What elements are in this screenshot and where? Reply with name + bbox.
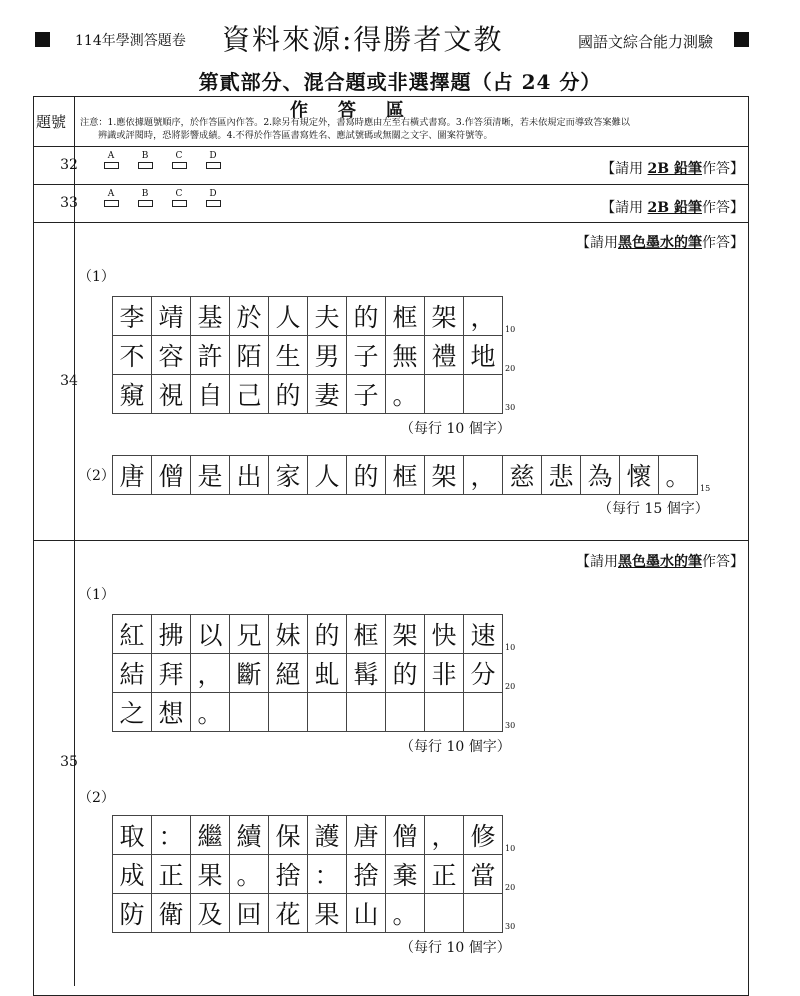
grid-cell[interactable]: 僧 bbox=[152, 456, 191, 495]
grid-cell[interactable]: 紅 bbox=[113, 615, 152, 654]
character-grid bbox=[112, 614, 503, 732]
grid-cell[interactable]: ： bbox=[152, 816, 191, 855]
grid-cell[interactable]: 為 bbox=[581, 456, 620, 495]
grid-cell[interactable]: 框 bbox=[386, 297, 425, 336]
bubble-b[interactable] bbox=[134, 152, 156, 169]
bubble-letter: A bbox=[107, 151, 115, 161]
bubble-letter: C bbox=[175, 189, 183, 199]
row-char-count: 30 bbox=[505, 403, 516, 412]
bubble-letter: A bbox=[107, 189, 115, 199]
grid-cell[interactable]: 的 bbox=[347, 456, 386, 495]
grid-cell[interactable]: 慈 bbox=[503, 456, 542, 495]
grid-cell[interactable]: 以 bbox=[191, 615, 230, 654]
bubble-letter: D bbox=[209, 151, 217, 161]
pen-instruction: 【請用黑色墨水的筆作答】 bbox=[576, 554, 744, 570]
grid-cell[interactable]: 。 bbox=[659, 456, 698, 495]
instructions-line-2: 辨識或評閱時，恐將影響成績。4.不得於作答區書寫姓名、應試號碼或無關之文字、圖案符號等。 bbox=[98, 130, 493, 141]
grid-cell[interactable]: 無 bbox=[386, 336, 425, 375]
bubble-letter: C bbox=[175, 151, 183, 161]
grid-cell[interactable]: 框 bbox=[347, 615, 386, 654]
grid-cell[interactable]: 夫 bbox=[308, 297, 347, 336]
grid-cell[interactable]: 靖 bbox=[152, 297, 191, 336]
grid-cell[interactable]: 框 bbox=[386, 456, 425, 495]
grid-cell[interactable]: 基 bbox=[191, 297, 230, 336]
grid-cell[interactable]: 回 bbox=[230, 894, 269, 933]
character-grid bbox=[112, 296, 503, 414]
grid-cell[interactable] bbox=[386, 693, 425, 732]
grid-cell[interactable] bbox=[464, 894, 503, 933]
grid-cell[interactable]: 之 bbox=[113, 693, 152, 732]
bubble-d[interactable] bbox=[202, 190, 224, 207]
bubble-box bbox=[104, 162, 119, 169]
row-char-count: 20 bbox=[505, 883, 516, 892]
subquestion-label: （2） bbox=[78, 468, 115, 484]
bubble-letter: B bbox=[141, 151, 149, 161]
answer-area-title: 作答區 bbox=[290, 100, 434, 121]
bubble-b[interactable] bbox=[134, 190, 156, 207]
subquestion-label: （1） bbox=[78, 269, 115, 285]
grid-cell[interactable]: 。 bbox=[230, 855, 269, 894]
grid-cell[interactable]: 正 bbox=[425, 855, 464, 894]
grid-cell[interactable]: ， bbox=[464, 456, 503, 495]
grid-cell[interactable]: 於 bbox=[230, 297, 269, 336]
bubble-a[interactable] bbox=[100, 190, 122, 207]
grid-cell[interactable]: 棄 bbox=[386, 855, 425, 894]
row-char-count: 10 bbox=[505, 643, 516, 652]
bubble-d[interactable] bbox=[202, 152, 224, 169]
grid-cell[interactable]: ， bbox=[425, 816, 464, 855]
pen-instruction: 【請用 2B 鉛筆作答】 bbox=[601, 161, 744, 177]
grid-cell[interactable] bbox=[347, 693, 386, 732]
grid-cell[interactable]: 果 bbox=[191, 855, 230, 894]
row-divider bbox=[33, 222, 749, 223]
grid-cell[interactable]: 窺 bbox=[113, 375, 152, 414]
grid-cell[interactable]: 的 bbox=[347, 297, 386, 336]
grid-cell[interactable]: 妻 bbox=[308, 375, 347, 414]
writing-grid[interactable] bbox=[112, 815, 516, 933]
writing-grid[interactable] bbox=[112, 296, 516, 414]
grid-cell[interactable]: 子 bbox=[347, 375, 386, 414]
bubble-box bbox=[138, 200, 153, 207]
grid-cell[interactable]: 快 bbox=[425, 615, 464, 654]
grid-cell[interactable]: 正 bbox=[152, 855, 191, 894]
grid-cell[interactable]: 絕 bbox=[269, 654, 308, 693]
grid-cell[interactable]: 懷 bbox=[620, 456, 659, 495]
corner-mark-left bbox=[35, 32, 50, 47]
grid-cell[interactable]: 。 bbox=[386, 375, 425, 414]
grid-cell[interactable]: 虬 bbox=[308, 654, 347, 693]
grid-cell[interactable]: 非 bbox=[425, 654, 464, 693]
grid-caption: （每行 10 個字） bbox=[400, 940, 511, 956]
grid-cell[interactable]: 速 bbox=[464, 615, 503, 654]
grid-cell[interactable]: 禮 bbox=[425, 336, 464, 375]
grid-cell[interactable] bbox=[425, 375, 464, 414]
writing-grid[interactable] bbox=[112, 614, 516, 732]
grid-cell[interactable]: 子 bbox=[347, 336, 386, 375]
row-char-count: 30 bbox=[505, 922, 516, 931]
grid-cell[interactable]: 的 bbox=[269, 375, 308, 414]
grid-cell[interactable]: 自 bbox=[191, 375, 230, 414]
grid-cell[interactable]: 容 bbox=[152, 336, 191, 375]
answer-bubbles-33[interactable] bbox=[100, 190, 224, 207]
grid-cell[interactable]: 修 bbox=[464, 816, 503, 855]
bubble-letter: B bbox=[141, 189, 149, 199]
row-divider bbox=[33, 184, 749, 185]
character-grid bbox=[112, 815, 503, 933]
grid-cell[interactable] bbox=[464, 693, 503, 732]
corner-mark-right bbox=[734, 32, 749, 47]
grid-cell[interactable]: 護 bbox=[308, 816, 347, 855]
question-number: 35 bbox=[60, 754, 78, 770]
question-number: 34 bbox=[60, 373, 78, 389]
grid-cell[interactable]: 兄 bbox=[230, 615, 269, 654]
grid-cell[interactable]: 。 bbox=[191, 693, 230, 732]
grid-cell[interactable]: 結 bbox=[113, 654, 152, 693]
grid-cell[interactable]: 捨 bbox=[347, 855, 386, 894]
writing-grid[interactable] bbox=[112, 455, 711, 495]
grid-cell[interactable]: 陌 bbox=[230, 336, 269, 375]
row-divider bbox=[33, 146, 749, 147]
grid-cell[interactable]: 悲 bbox=[542, 456, 581, 495]
grid-cell[interactable] bbox=[308, 693, 347, 732]
grid-cell[interactable]: 繼 bbox=[191, 816, 230, 855]
column-header-question-number: 題號 bbox=[36, 113, 67, 131]
grid-caption: （每行 15 個字） bbox=[598, 501, 709, 517]
grid-cell[interactable]: 拜 bbox=[152, 654, 191, 693]
grid-cell[interactable]: 許 bbox=[191, 336, 230, 375]
grid-cell[interactable]: 保 bbox=[269, 816, 308, 855]
grid-cell[interactable]: 花 bbox=[269, 894, 308, 933]
row-char-count: 30 bbox=[505, 721, 516, 730]
row-char-count: 20 bbox=[505, 364, 516, 373]
grid-cell[interactable]: 髯 bbox=[347, 654, 386, 693]
pen-instruction: 【請用 2B 鉛筆作答】 bbox=[601, 200, 744, 216]
bubble-box bbox=[206, 200, 221, 207]
bubble-c[interactable] bbox=[168, 190, 190, 207]
grid-cell[interactable]: 架 bbox=[425, 456, 464, 495]
grid-cell[interactable]: ， bbox=[191, 654, 230, 693]
grid-cell[interactable]: 地 bbox=[464, 336, 503, 375]
subject-label: 國語文綜合能力測驗 bbox=[578, 33, 714, 51]
grid-cell[interactable]: 家 bbox=[269, 456, 308, 495]
grid-cell[interactable]: 李 bbox=[113, 297, 152, 336]
grid-cell[interactable]: 男 bbox=[308, 336, 347, 375]
row-char-count: 10 bbox=[505, 325, 516, 334]
source-handwritten-title: 資料來源:得勝者文教 bbox=[222, 23, 504, 56]
grid-cell[interactable]: 的 bbox=[308, 615, 347, 654]
grid-cell[interactable]: 人 bbox=[269, 297, 308, 336]
bubble-box bbox=[138, 162, 153, 169]
grid-cell[interactable]: 不 bbox=[113, 336, 152, 375]
grid-cell[interactable]: 架 bbox=[425, 297, 464, 336]
grid-cell[interactable]: 防 bbox=[113, 894, 152, 933]
grid-cell[interactable]: 想 bbox=[152, 693, 191, 732]
grid-cell[interactable]: 捨 bbox=[269, 855, 308, 894]
grid-cell[interactable]: 僧 bbox=[386, 816, 425, 855]
grid-cell[interactable] bbox=[425, 693, 464, 732]
grid-cell[interactable]: 出 bbox=[230, 456, 269, 495]
pen-instruction: 【請用黑色墨水的筆作答】 bbox=[576, 235, 744, 251]
row-char-count: 15 bbox=[700, 484, 711, 493]
grid-cell[interactable]: 人 bbox=[308, 456, 347, 495]
part-title: 第貳部分、混合題或非選擇題（占 24 分） bbox=[198, 70, 602, 94]
grid-cell[interactable]: 。 bbox=[386, 894, 425, 933]
bubble-box bbox=[172, 162, 187, 169]
grid-cell[interactable]: 成 bbox=[113, 855, 152, 894]
row-char-count: 20 bbox=[505, 682, 516, 691]
grid-cell[interactable]: ： bbox=[308, 855, 347, 894]
answer-bubbles-32[interactable] bbox=[100, 152, 224, 169]
grid-cell[interactable]: 生 bbox=[269, 336, 308, 375]
instructions-line-1: 注意：1.應依據題號順序，於作答區內作答。2.除另有規定外，書寫時應由左至右橫式書寫。3.作答須清晰，若未依規定而導致答案難以 bbox=[80, 117, 630, 128]
grid-cell[interactable]: 唐 bbox=[347, 816, 386, 855]
grid-cell[interactable] bbox=[230, 693, 269, 732]
grid-cell[interactable]: 當 bbox=[464, 855, 503, 894]
question-number: 32 bbox=[60, 157, 78, 173]
grid-cell[interactable]: 己 bbox=[230, 375, 269, 414]
grid-caption: （每行 10 個字） bbox=[400, 739, 511, 755]
grid-cell[interactable] bbox=[269, 693, 308, 732]
grid-cell[interactable]: 取 bbox=[113, 816, 152, 855]
grid-cell[interactable]: 續 bbox=[230, 816, 269, 855]
grid-cell[interactable] bbox=[425, 894, 464, 933]
bubble-letter: D bbox=[209, 189, 217, 199]
grid-cell[interactable]: 唐 bbox=[113, 456, 152, 495]
row-char-count: 10 bbox=[505, 844, 516, 853]
bubble-box bbox=[172, 200, 187, 207]
grid-cell[interactable]: 視 bbox=[152, 375, 191, 414]
grid-caption: （每行 10 個字） bbox=[400, 421, 511, 437]
bubble-a[interactable] bbox=[100, 152, 122, 169]
subquestion-label: （1） bbox=[78, 587, 115, 603]
bubble-c[interactable] bbox=[168, 152, 190, 169]
grid-cell[interactable]: 衛 bbox=[152, 894, 191, 933]
exam-label: 114年學測答題卷 bbox=[75, 33, 186, 49]
grid-cell[interactable]: 及 bbox=[191, 894, 230, 933]
subquestion-label: （2） bbox=[78, 790, 115, 806]
question-number: 33 bbox=[60, 195, 78, 211]
grid-cell[interactable]: 是 bbox=[191, 456, 230, 495]
grid-cell[interactable]: 山 bbox=[347, 894, 386, 933]
bubble-box bbox=[104, 200, 119, 207]
grid-cell[interactable]: 果 bbox=[308, 894, 347, 933]
grid-cell[interactable]: 斷 bbox=[230, 654, 269, 693]
grid-cell[interactable] bbox=[464, 375, 503, 414]
grid-cell[interactable]: 分 bbox=[464, 654, 503, 693]
column-divider bbox=[74, 96, 75, 986]
row-divider bbox=[33, 540, 749, 541]
bubble-box bbox=[206, 162, 221, 169]
grid-cell[interactable]: 架 bbox=[386, 615, 425, 654]
character-grid bbox=[112, 455, 698, 495]
grid-cell[interactable]: 的 bbox=[386, 654, 425, 693]
grid-cell[interactable]: 妹 bbox=[269, 615, 308, 654]
grid-cell[interactable]: ， bbox=[464, 297, 503, 336]
grid-cell[interactable]: 拂 bbox=[152, 615, 191, 654]
